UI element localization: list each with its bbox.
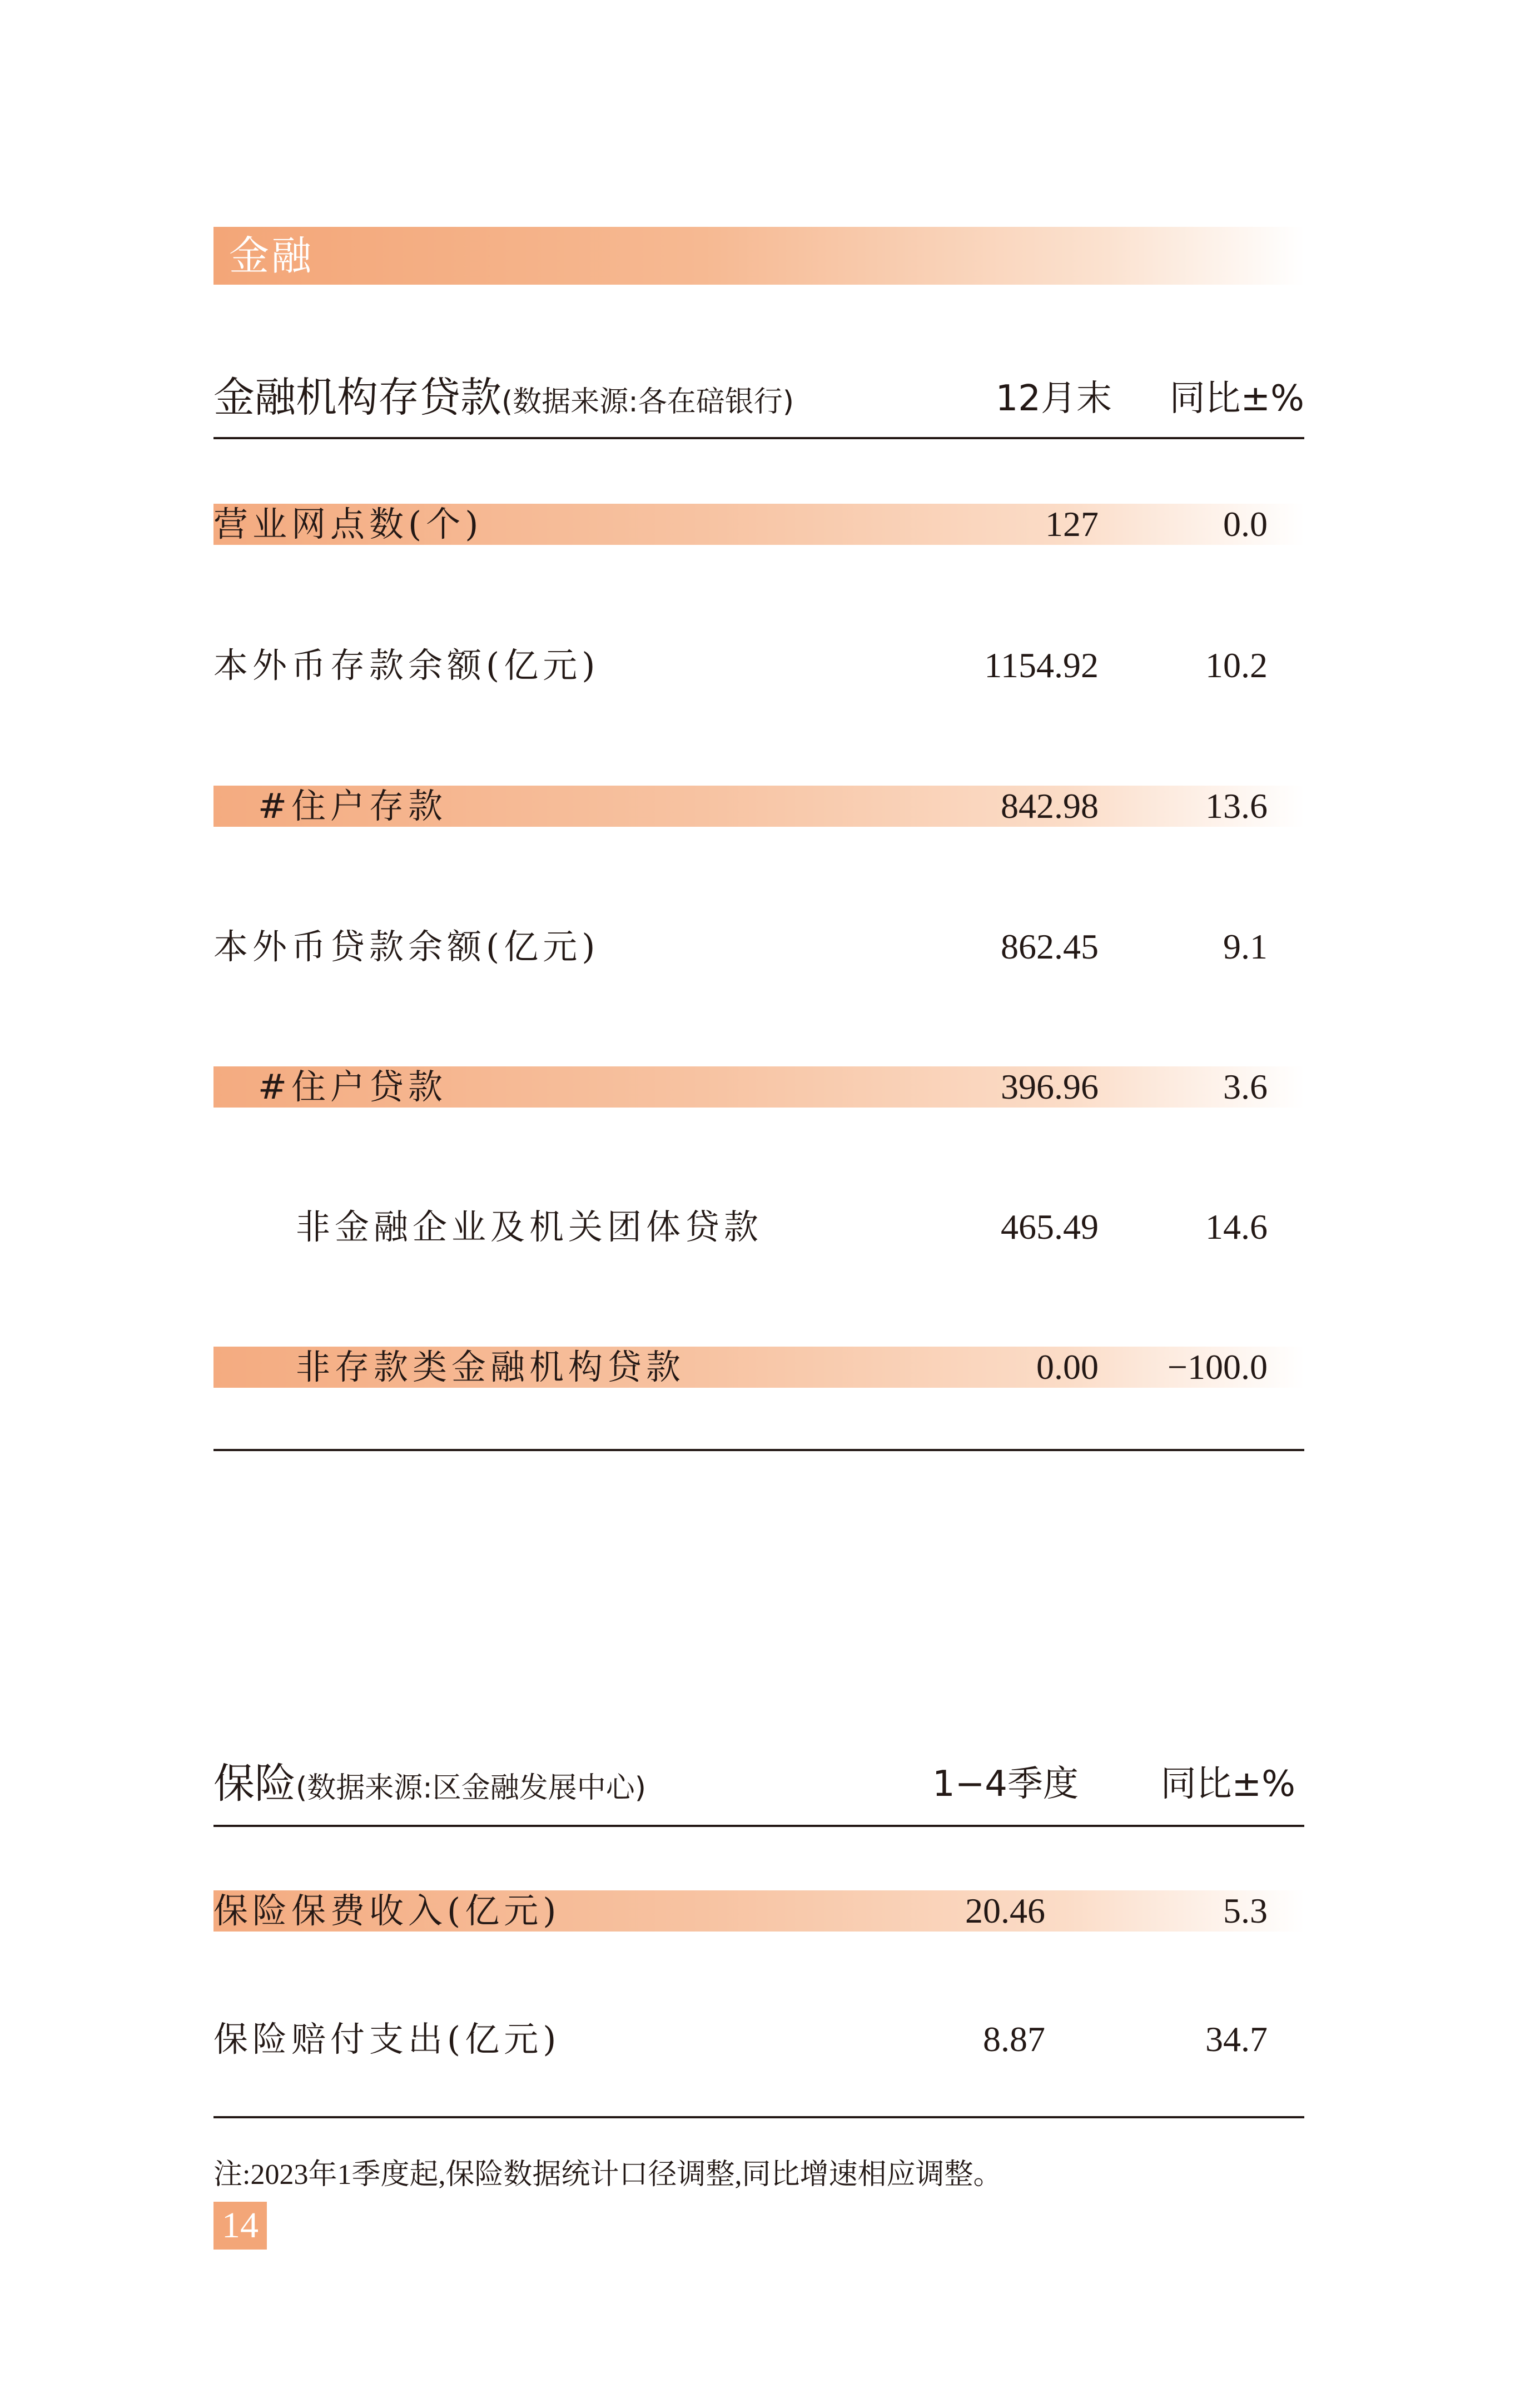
row-value: 8.87: [983, 2019, 1045, 2059]
row-label: 保险赔付支出(亿元): [213, 2019, 561, 2059]
row-label: 非存款类金融机构贷款: [296, 1347, 685, 1387]
section-title: 金融: [229, 232, 314, 279]
insurance-col-yoy: 同比±%: [1160, 1764, 1295, 1805]
row-value: 396.96: [1001, 1067, 1099, 1106]
insurance-col-period: 1−4季度: [932, 1764, 1079, 1805]
row-yoy: 0.0: [1223, 504, 1268, 544]
row-value: 862.45: [1001, 927, 1099, 966]
row-yoy: 3.6: [1223, 1067, 1268, 1106]
finance-header-rule: [213, 437, 1304, 439]
finance-title-source: (数据来源:各在碚银行): [501, 385, 794, 419]
row-label: #住户存款: [258, 786, 447, 826]
insurance-title-main: 保险: [213, 1760, 296, 1808]
row-yoy: −100.0: [1167, 1347, 1268, 1387]
row-label: 本外币贷款余额(亿元): [213, 926, 600, 967]
row-value: 465.49: [1001, 1207, 1099, 1247]
row-value: 127: [1045, 504, 1099, 544]
row-value: 842.98: [1001, 786, 1099, 826]
finance-table-title: [213, 367, 794, 428]
insurance-title-source: (数据来源:区金融发展中心): [296, 1771, 647, 1805]
row-label: 本外币存款余额(亿元): [213, 645, 600, 686]
row-yoy: 5.3: [1223, 1891, 1268, 1930]
footnote: 注:2023年1季度起,保险数据统计口径调整,同比增速相应调整。: [213, 2159, 1002, 2191]
row-label: #住户贷款: [258, 1066, 447, 1107]
row-yoy: 14.6: [1205, 1207, 1268, 1247]
finance-bottom-rule: [213, 1449, 1304, 1451]
insurance-bottom-rule: [213, 2116, 1304, 2118]
row-label: 保险保费收入(亿元): [213, 1890, 561, 1931]
finance-title-main: 金融机构存贷款: [213, 374, 501, 421]
row-yoy: 13.6: [1205, 786, 1268, 826]
insurance-table-title: [213, 1753, 646, 1814]
row-label: 营业网点数(个): [213, 504, 483, 544]
row-label: 非金融企业及机关团体贷款: [296, 1207, 763, 1247]
row-value: 1154.92: [984, 646, 1099, 685]
section-header-band: [213, 227, 1304, 285]
row-value: 0.00: [1036, 1347, 1099, 1387]
finance-col-yoy: 同比±%: [1169, 378, 1304, 419]
row-yoy: 10.2: [1205, 646, 1268, 685]
page-number: 14: [213, 2202, 267, 2250]
insurance-header-rule: [213, 1825, 1304, 1827]
row-value: 20.46: [965, 1891, 1045, 1930]
finance-col-period: 12月末: [995, 378, 1112, 419]
row-yoy: 34.7: [1205, 2019, 1268, 2059]
row-yoy: 9.1: [1223, 927, 1268, 966]
